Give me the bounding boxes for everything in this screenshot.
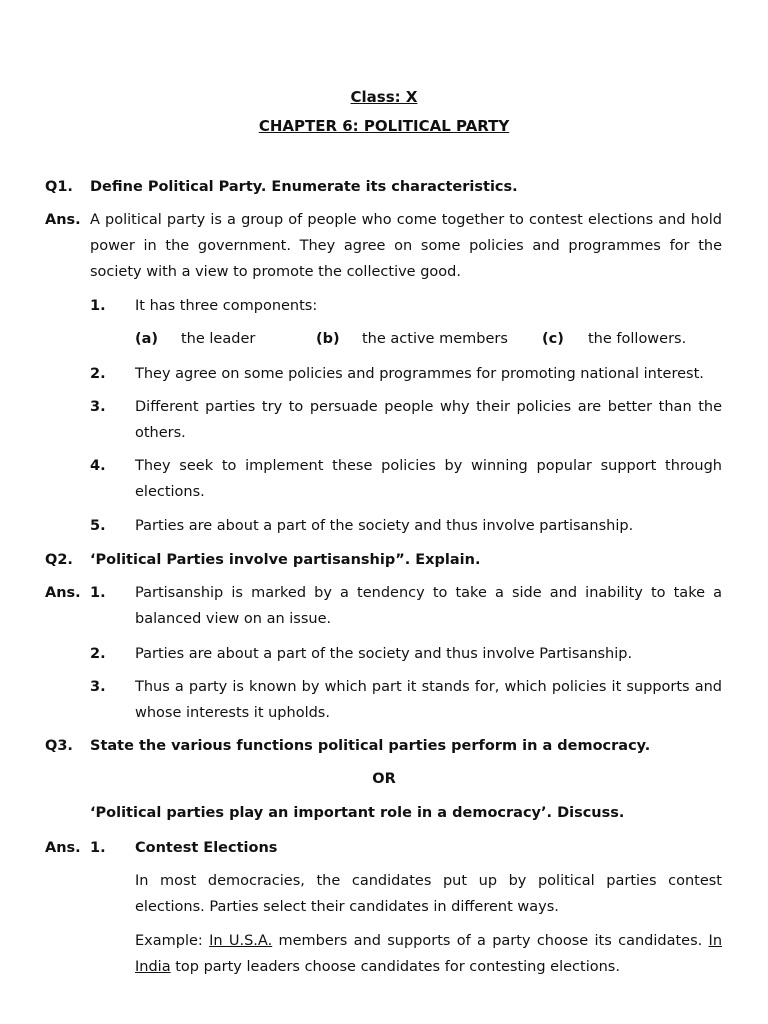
example-prefix: Example: xyxy=(135,933,210,949)
q3-point-1-heading: Contest Elections xyxy=(135,840,278,856)
class-heading: Class: X xyxy=(350,88,418,106)
q2-label: Q2. xyxy=(45,552,73,568)
q1-point-3-text: Different parties try to persuade people why their policies are better than the others. xyxy=(135,399,722,441)
q2-point-3-num: 3. xyxy=(90,679,106,695)
example-suffix: top party leaders choose candidates for contesting elections. xyxy=(170,959,620,975)
q1-point-4-num: 4. xyxy=(90,458,106,474)
component-c-label: (c) xyxy=(542,331,564,347)
q2-point-1-num: 1. xyxy=(90,585,106,601)
q1-label: Q1. xyxy=(45,179,73,195)
example-middle: members and supports of a party choose its candidates. xyxy=(272,933,709,949)
q1-point-1-num: 1. xyxy=(90,298,106,314)
q2-point-1-text: Partisanship is marked by a tendency to take a side and inability to take a balanced view on an issue. xyxy=(135,585,722,627)
component-a-label: (a) xyxy=(135,331,159,347)
q3-point-1-text: In most democracies, the candidates put up by political parties contest elections. Parties select their candidates in different ways. xyxy=(135,873,722,915)
component-c-text: the followers. xyxy=(588,331,687,347)
q3-question: State the various functions political parties perform in a democracy. xyxy=(90,738,651,754)
component-a-text: the leader xyxy=(181,331,256,347)
q1-point-4-text: They seek to implement these policies by winning popular support through elections. xyxy=(135,458,722,500)
component-b-label: (b) xyxy=(316,331,340,347)
q3-alt-question: ‘Political parties play an important role in a democracy’. Discuss. xyxy=(90,805,625,821)
q1-question: Define Political Party. Enumerate its characteristics. xyxy=(90,179,518,195)
component-b-text: the active members xyxy=(362,331,508,347)
q1-point-2-num: 2. xyxy=(90,366,106,382)
or-separator: OR xyxy=(372,771,396,787)
chapter-title: CHAPTER 6: POLITICAL PARTY xyxy=(258,117,510,135)
q3-ans-label: Ans. xyxy=(45,840,81,856)
q1-point-2-text: They agree on some policies and programmes for promoting national interest. xyxy=(135,366,704,382)
q2-point-2-text: Parties are about a part of the society and thus involve Partisanship. xyxy=(135,646,633,662)
q2-question: ‘Political Parties involve partisanship”. Explain. xyxy=(90,552,481,568)
q3-point-1-num: 1. xyxy=(90,840,106,856)
q2-point-2-num: 2. xyxy=(90,646,106,662)
q1-point-5-text: Parties are about a part of the society and thus involve partisanship. xyxy=(135,518,634,534)
q3-point-1-example xyxy=(135,928,722,980)
example-usa: In U.S.A. xyxy=(209,933,273,949)
q1-point-1-text: It has three components: xyxy=(135,298,318,314)
q2-ans-label: Ans. xyxy=(45,585,81,601)
example-india: In India xyxy=(135,933,723,975)
q1-answer: A political party is a group of people who come together to contest elections and hold power in the government. They agree on some policies and programmes for the society with a view to promote the collective good. xyxy=(90,212,722,280)
q3-label: Q3. xyxy=(45,738,73,754)
q2-point-3-text: Thus a party is known by which part it stands for, which policies it supports and whose interests it upholds. xyxy=(135,679,722,721)
q1-point-3-num: 3. xyxy=(90,399,106,415)
q1-ans-label: Ans. xyxy=(45,212,81,228)
q1-point-5-num: 5. xyxy=(90,518,106,534)
